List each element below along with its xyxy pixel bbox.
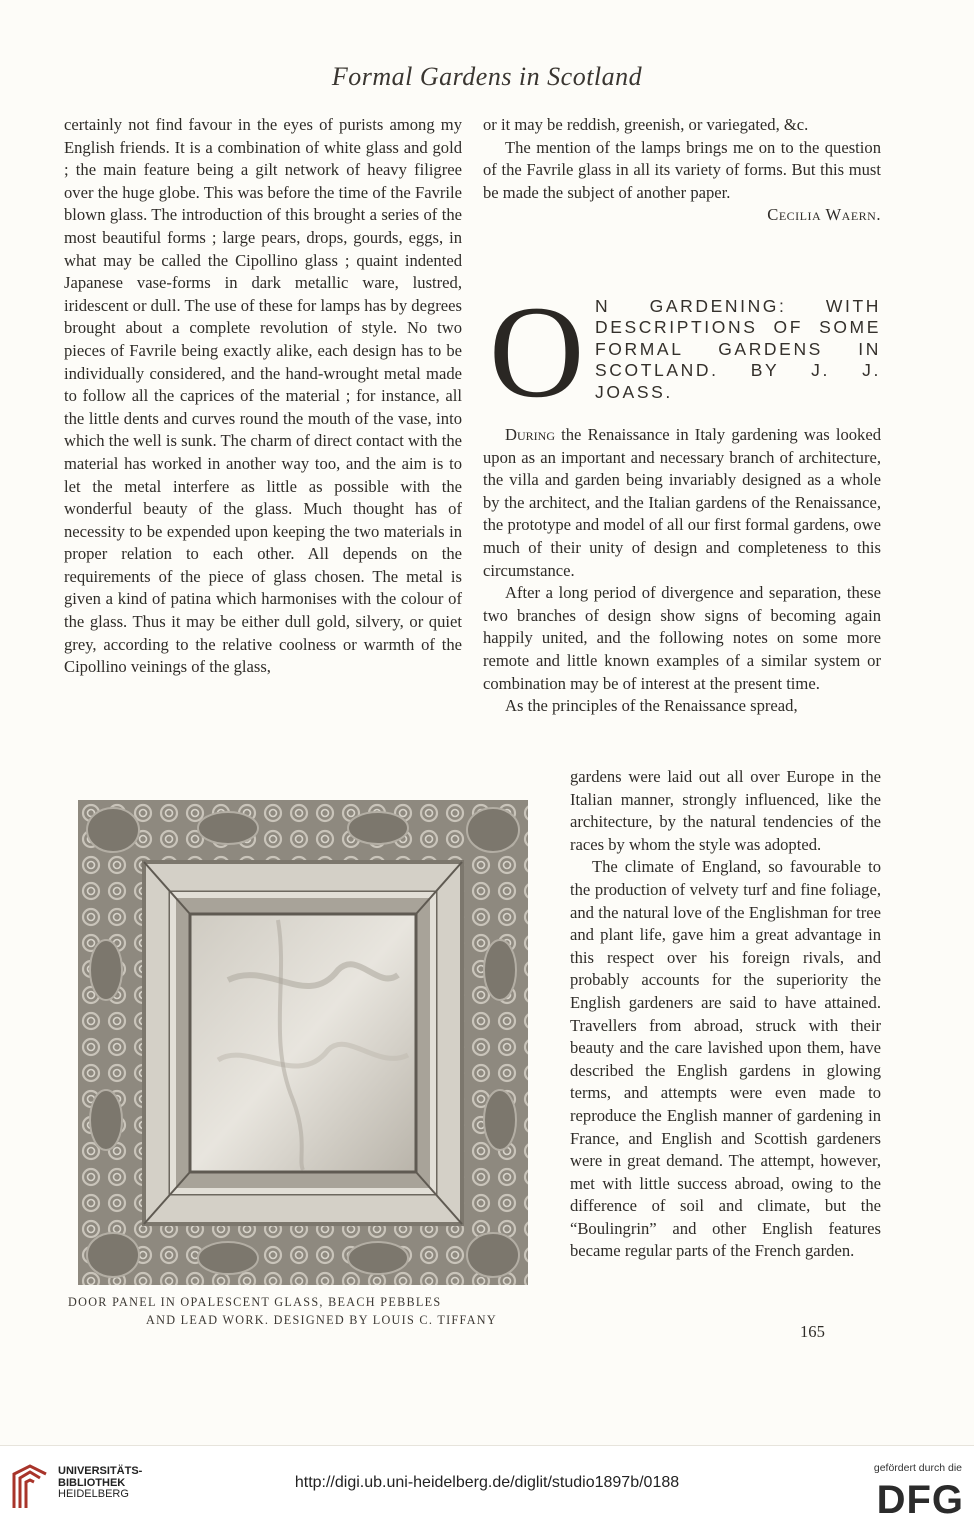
right-paragraph-1: or it may be reddish, greenish, or variegated, &c. [483,115,809,134]
door-panel-illustration [78,800,528,1285]
corner-pebble-tr [467,808,519,852]
corner-pebble-tl [87,808,139,852]
funding-note: gefördert durch die [873,1462,962,1474]
caption-line-2: AND LEAD WORK. DESIGNED BY LOUIS C. TIFFANY [146,1312,497,1327]
library-name-line-2: BIBLIOTHEK [58,1476,126,1489]
left-paragraph: certainly not find favour in the eyes of purists among my English friends. It is a combination of white glass and gold ; the main feature being a gilt network of heavy filigree over the huge globe. This was before the time of the Favrile blown glass. The introduction of this brought a series of the most beautiful forms ; large pears, drops, gourds, eggs, in what may be called the Cipollino glass ; quaint indented Japanese vase-forms in dark metallic ware, lustred, iridescent or dull. The use of these for lamps has by degrees brought about a complete revolution of style. No two pieces of Favrile being exactly alike, each design has to be individually considered, and the hand-wrought metal made to follow all the caprices of the material ; for instance, all the little dents and curves round the mouth of the vase, into which the well is sunk. The charm of direct contact with the material has worked in another way too, and the aim is to let the metal interfere as little as possible with the wonderful beauty of the glass. Much thought has of necessity to be expended upon keeping the two materials in proper relation to each other. All depends on the requirements of the piece of glass chosen. The metal is given a kind of patina which harmonises with the colour of the glass. Thus it may be either dull gold, silvery, or quiet grey, according to the relative coolness or warmth of the Cipollino veinings of the glass, [64,115,462,677]
caption-line-1: DOOR PANEL IN OPALESCENT GLASS, BEACH PEBBLES [68,1295,442,1309]
author-signature: Cecilia Waern. [767,205,881,225]
library-name-line-3: HEIDELBERG [58,1488,129,1500]
permalink-url[interactable]: http://digi.ub.uni-heidelberg.de/diglit/studio1897b/0188 [294,1474,680,1491]
drop-cap: O [489,278,585,425]
digitization-footer [0,1445,974,1531]
article-paragraph-4: The climate of England, so favourable to the production of velvety turf and fine foliage, and the natural love of the Englishman for tree and plant life, gave him a great advantage in this respect over his foreign rivals, and probably accounts for the superiority the English gardeners are said to have attained. Travellers from abroad, struck with their beauty and the care lavished upon them, have described the English gardens in glowing terms, and attempts were even made to reproduce the English manner of gardening in France, and English and Scottish gardeners were in great demand. The attempt, however, met with little success abroad, owing to the difference of soil and climate, but the “Boulingrin” and other English features became regular parts of the French garden. [570,857,881,1261]
dfg-logo: DFG [876,1478,964,1522]
article-body-narrow [570,766,881,1263]
article-paragraph-1 [483,424,881,582]
article-paragraph-3-start: As the principles of the Renaissance spread, [505,696,798,716]
left-column [64,114,462,679]
door-panel-photo [78,800,528,1285]
corner-pebble-bl [87,1233,139,1277]
corner-pebble-br [467,1233,519,1277]
article-paragraph-1-text: the Renaissance in Italy gardening was looked upon as an important and necessary branch of architecture, the villa and garden being invariably designed as a whole by the architect, and the Italian gardens of the Renaissance, the prototype and model of all our first formal gardens, owe much of their unity of design and completeness to this circumstance. [483,425,881,580]
running-head: Formal Gardens in Scotland [331,62,643,91]
headline-text: N GARDENING: WITH DESCRIPTIONS OF SOME FORMAL GARDENS IN SCOTLAND. BY J. J. JOASS. [595,296,881,402]
article-paragraph-3-rest: gardens were laid out all over Europe in the Italian manner, strongly influenced, like the architecture, by the natural tendencies of the races by whom the style was adopted. [570,767,881,854]
article-body [483,424,881,718]
library-name-line-1: UNIVERSITÄTS- [58,1465,143,1477]
right-paragraph-2: The mention of the lamps brings me on to the question of the Favrile glass in all its variety of forms. But this must be made the subject of another paper. [483,137,881,202]
right-column-top [483,114,881,227]
article-paragraph-2: After a long period of divergence and separation, these two branches of design show signs of becoming again happily united, and the following notes on some more remote and little known examples of a similar system or combination may be of interest at the present time. [483,583,881,693]
figure-caption [68,1294,538,1329]
lead-word: During [505,425,555,444]
article-headline [483,278,881,425]
page-number: 165 [800,1322,825,1341]
